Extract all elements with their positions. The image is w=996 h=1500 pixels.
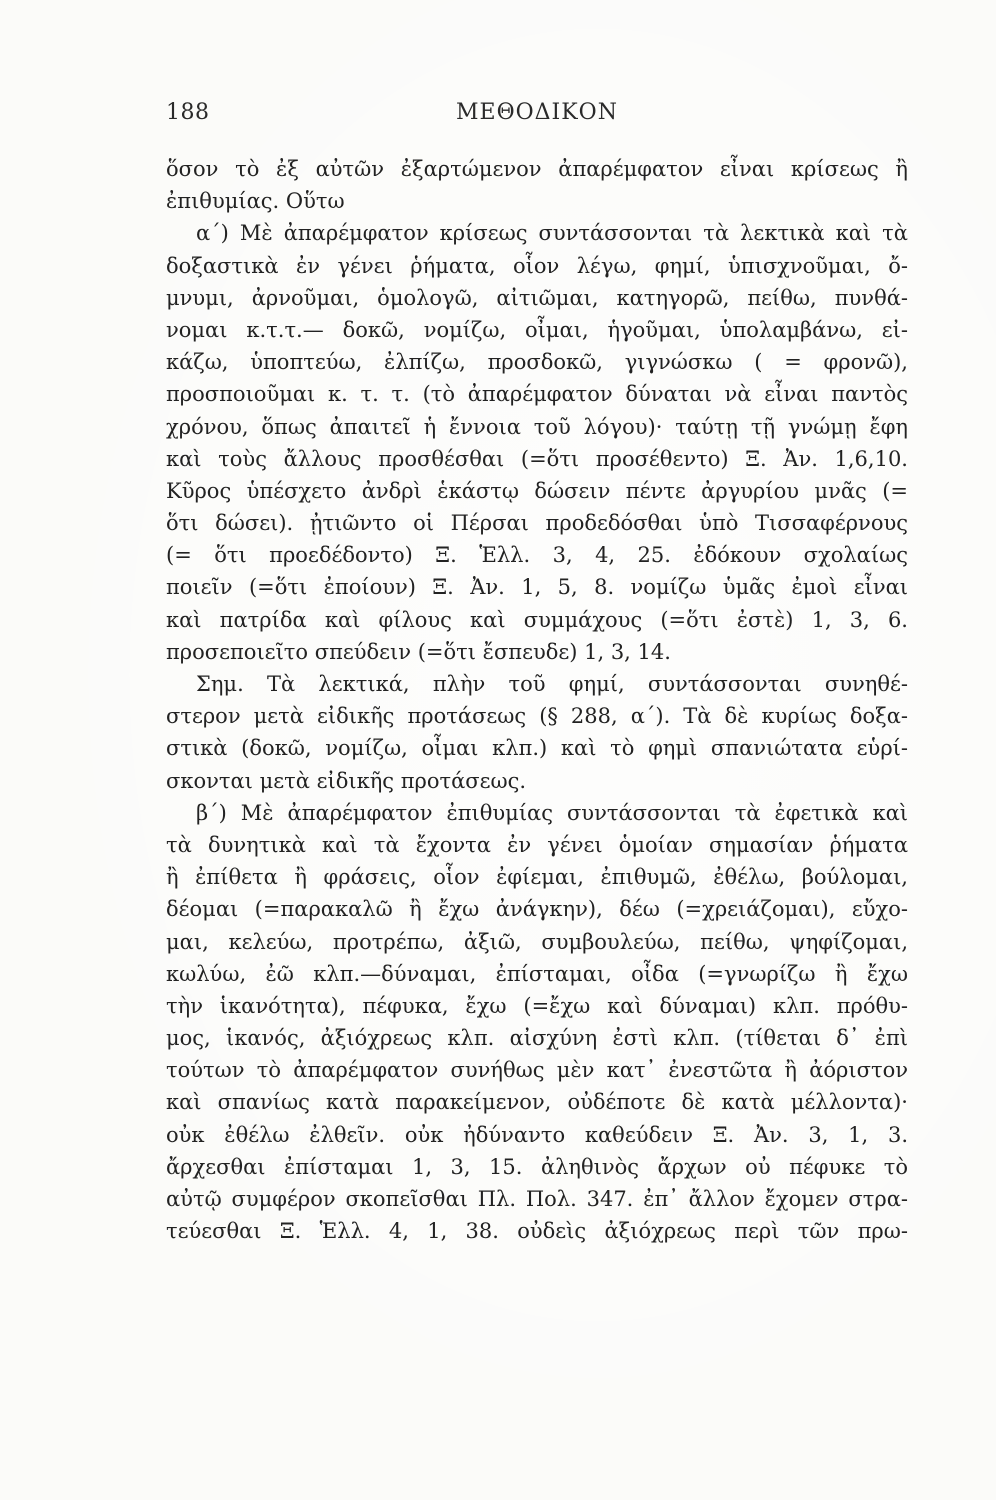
text-line: τὴν ἱκανότητα), πέφυκα, ἔχω (=ἔχω καὶ δύναμαι) κλπ. πρόθυ- — [166, 993, 908, 1018]
running-title: ΜΕΘΟΔΙΚΟΝ — [456, 100, 618, 125]
text-line: μνυμι, ἀρνοῦμαι, ὁμολογῶ, αἰτιῶμαι, κατηγορῶ, πείθω, πυνθά- — [166, 285, 908, 310]
text-line: στικὰ (δοκῶ, νομίζω, οἶμαι κλπ.) καὶ τὸ φημὶ σπανιώτατα εὑρί- — [166, 736, 908, 761]
text-line: προσεποιεῖτο σπεύδειν (=ὅτι ἔσπευδε) 1, 3, 14. — [166, 639, 671, 664]
text-line: (= ὅτι προεδέδοντο) Ξ. Ἑλλ. 3, 4, 25. ἐδόκουν σχολαίως — [166, 543, 908, 568]
text-line: α΄) Μὲ ἀπαρέμφατον κρίσεως συντάσσονται τὰ λεκτικὰ καὶ τὰ — [196, 221, 908, 246]
text-line: ὅσον τὸ ἐξ αὐτῶν ἐξαρτώμενον ἀπαρέμφατον εἶναι κρίσεως ἢ — [166, 157, 908, 181]
text-line: τεύεσθαι Ξ. Ἑλλ. 4, 1, 38. οὐδεὶς ἀξιόχρεως περὶ τῶν πρω- — [166, 1219, 908, 1244]
text-line: ποιεῖν (=ὅτι ἐποίουν) Ξ. Ἀν. 1, 5, 8. νομίζω ὑμᾶς ἐμοὶ εἶναι — [166, 575, 908, 600]
text-line: Σημ. Τὰ λεκτικά, πλὴν τοῦ φημί, συντάσσονται συνηθέ- — [196, 672, 908, 696]
text-line: β΄) Μὲ ἀπαρέμφατον ἐπιθυμίας συντάσσονται τὰ ἐφετικὰ καὶ — [196, 800, 908, 825]
text-line: τούτων τὸ ἀπαρέμφατον συνήθως μὲν κατ᾽ ἐνεστῶτα ἢ ἀόριστον — [166, 1058, 908, 1083]
text-line: ὅτι δώσει). ᾐτιῶντο οἱ Πέρσαι προδεδόσθαι ὑπὸ Τισσαφέρνους — [166, 511, 908, 536]
page-number: 188 — [166, 100, 210, 125]
text-line: μος, ἱκανός, ἀξιόχρεως κλπ. αἰσχύνη ἐστὶ κλπ. (τίθεται δ᾽ ἐπὶ — [166, 1026, 908, 1051]
page-header — [166, 100, 842, 140]
body-text — [166, 153, 908, 1247]
text-line: καὶ σπανίως κατὰ παρακείμενον, οὐδέποτε δὲ κατὰ μέλλοντα)· — [166, 1090, 908, 1115]
text-line: αὐτῷ συμφέρον σκοπεῖσθαι Πλ. Πολ. 347. ἐπ᾽ ἄλλον ἔχομεν στρα- — [166, 1187, 908, 1211]
text-line: οὐκ ἐθέλω ἐλθεῖν. οὐκ ἠδύναντο καθεύδειν Ξ. Ἀν. 3, 1, 3. — [166, 1122, 908, 1147]
text-line: νομαι κ.τ.τ.— δοκῶ, νομίζω, οἶμαι, ἡγοῦμαι, ὑπολαμβάνω, εἰ- — [166, 317, 908, 342]
text-line: τὰ δυνητικὰ καὶ τὰ ἔχοντα ἐν γένει ὁμοίαν σημασίαν ῥήματα — [166, 832, 908, 857]
text-line: καὶ πατρίδα καὶ φίλους καὶ συμμάχους (=ὅτι ἐστὲ) 1, 3, 6. — [166, 607, 908, 632]
text-line: δέομαι (=παρακαλῶ ἢ ἔχω ἀνάγκην), δέω (=χρειάζομαι), εὔχο- — [166, 897, 908, 922]
text-line: κωλύω, ἐῶ κλπ.—δύναμαι, ἐπίσταμαι, οἶδα (=γνωρίζω ἢ ἔχω — [166, 961, 908, 986]
text-line: μαι, κελεύω, προτρέπω, ἀξιῶ, συμβουλεύω, πείθω, ψηφίζομαι, — [166, 929, 908, 954]
text-line: κάζω, ὑποπτεύω, ἐλπίζω, προσδοκῶ, γιγνώσκω ( = φρονῶ), — [166, 350, 908, 375]
text-line: προσποιοῦμαι κ. τ. τ. (τὸ ἀπαρέμφατον δύναται νὰ εἶναι παντὸς — [166, 382, 908, 407]
text-line: Κῦρος ὑπέσχετο ἀνδρὶ ἑκάστῳ δώσειν πέντε ἀργυρίου μνᾶς (= — [166, 478, 908, 503]
text-line: χρόνου, ὅπως ἀπαιτεῖ ἡ ἔννοια τοῦ λόγου)· ταύτῃ τῇ γνώμῃ ἔφη — [166, 414, 908, 439]
text-line: στερον μετὰ εἰδικῆς προτάσεως (§ 288, α΄). Τὰ δὲ κυρίως δοξα- — [166, 704, 908, 729]
text-line: καὶ τοὺς ἄλλους προσθέσθαι (=ὅτι προσέθεντο) Ξ. Ἀν. 1,6,10. — [166, 446, 908, 471]
text-line: ἐπιθυμίας. Οὕτω — [166, 189, 345, 214]
text-line: ἄρχεσθαι ἐπίσταμαι 1, 3, 15. ἀληθινὸς ἄρχων οὐ πέφυκε τὸ — [166, 1154, 908, 1179]
text-line: δοξαστικὰ ἐν γένει ῥήματα, οἷον λέγω, φημί, ὑπισχνοῦμαι, ὄ- — [166, 253, 908, 278]
text-line: σκονται μετὰ εἰδικῆς προτάσεως. — [166, 768, 527, 793]
text-line: ἢ ἐπίθετα ἢ φράσεις, οἷον ἐφίεμαι, ἐπιθυμῶ, ἐθέλω, βούλομαι, — [166, 865, 908, 890]
